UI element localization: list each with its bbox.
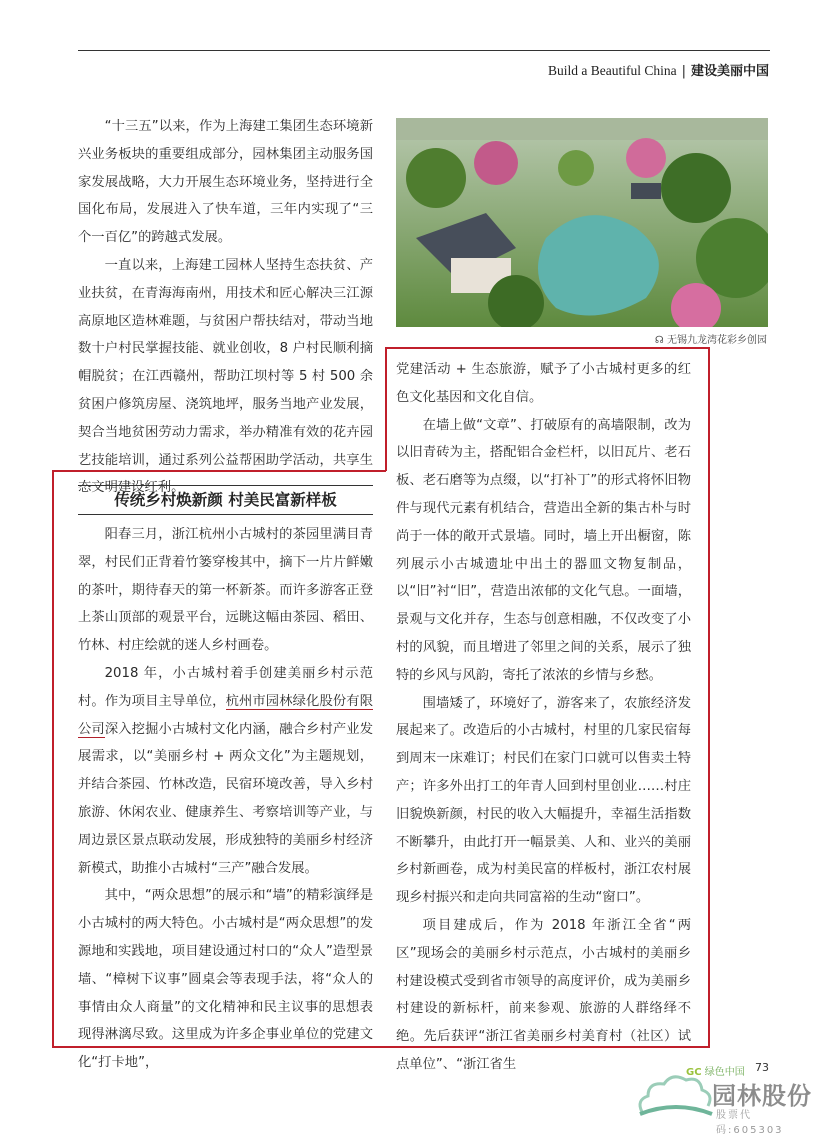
paragraph: 其中，“两众思想”的展示和“墙”的精彩演绎是小古城村的两大特色。小古城村是“两众思想”的发源地和实践地，项目建设通过村口的“众人”造型景墙、“樟树下议事”圆桌会等表现手法，将“众人的事情由众人商量”的文化精神和民主议事的思想表现得淋漓尽致。这里成为许多企事业单位的党建文化“打卡地”， xyxy=(78,888,373,1071)
header-english: Build a Beautiful China xyxy=(547,63,677,78)
page-number: 73 xyxy=(755,1061,769,1074)
section-left-column xyxy=(78,521,373,1077)
paragraph-continuation: 党建活动 + 生态旅游，赋予了小古城村更多的红色文化基因和文化自信。 xyxy=(396,362,691,405)
paragraph: 在墙上做“文章”、打破原有的高墙限制，改为以旧青砖为主，搭配铝合金栏杆，以旧瓦片、老石板、老石磨等为点缀，以“打补丁”的形式将怀旧物件与现代元素有机结合，营造出全新的集古朴与时尚于一体的敞开式景墙。同时，墙上开出橱窗，陈列展示小古城遗址中出土的器皿文物复制品，以“旧”衬“旧”，营造出浓郁的文化气息。一面墙，景观与文化并存，生态与创意相融，不仅改变了小村的风貌，而且增进了邻里之间的关系，展示了独特的乡风与风韵，寄托了浓浓的乡情与乡愁。 xyxy=(396,417,691,683)
paragraph: 项目建成后，作为 2018 年浙江全省“两区”现场会的美丽乡村示范点，小古城村的美丽乡村建设模式受到省市领导的高度评价，成为美丽乡村建设的新标杆，前来参观、旅游的人群络绎不绝。先后获评“浙江省美丽乡村美育村（社区）试点单位”、“浙江省生 xyxy=(396,917,691,1072)
frame-border xyxy=(708,347,710,1047)
paragraph: 阳春三月，浙江杭州小古城村的茶园里满目青翠，村民们正背着竹篓穿梭其中，摘下一片片鲜嫩的茶叶，期待春天的第一杯新茶。而许多游客正登上茶山顶部的观景平台，远眺这幅由茶园、稻田、竹林、村庄绘就的迷人乡村画卷。 xyxy=(78,527,373,654)
frame-border xyxy=(52,470,54,1047)
photo-caption xyxy=(655,331,767,346)
paragraph xyxy=(78,660,373,882)
camera-icon: ☊ xyxy=(654,335,664,346)
section-heading: 传统乡村焕新颜 村美民富新样板 xyxy=(78,485,373,515)
watermark-stock-code: 股票代码:605303 xyxy=(716,1110,784,1136)
watermark-logo xyxy=(636,1070,816,1136)
cloud-icon xyxy=(636,1070,716,1120)
header-chinese: 建设美丽中国 xyxy=(690,64,769,79)
section-right-column xyxy=(396,356,691,1079)
caption-text: 无锡九龙湾花彩乡创园 xyxy=(667,335,767,346)
frame-border xyxy=(385,347,709,349)
paragraph: 一直以来，上海建工园林人坚持生态扶贫、产业扶贫，在青海海南州，用技术和匠心解决三江源高原地区造林难题，与贫困户帮扶结对，带动当地数十户村民掌握技能、就业创收，8 户村民顺利摘帽脱贫；在江西赣州，帮助江坝村等 5 村 500 余贫困户修筑房屋、浇筑地坪，服务当地产业发展，契合当地贫困劳动力需求，举办精准有效的花卉园艺技能培训，通过系列公益帮困助学活动，共享生态文明建设红利。 xyxy=(78,257,373,496)
running-header xyxy=(548,60,769,79)
paragraph: “十三五”以来，作为上海建工集团生态环境新兴业务板块的重要组成部分，园林集团主动服务国家发展战略，大力开展生态环境业务，坚持进行全国化布局，发展进入了快车道，三年内实现了“三个一百亿”的跨越式发展。 xyxy=(78,119,373,246)
gc-logo-icon: GC xyxy=(686,1067,702,1078)
company-name-highlight: 杭州市园林绿化股份有限公司 xyxy=(78,693,374,737)
header-rule xyxy=(78,50,770,51)
text: 2018 年，小古城村着手创建美丽乡村示范村。作为项目主导单位， xyxy=(78,665,373,709)
intro-column xyxy=(78,113,373,502)
paragraph: 围墙矮了，环境好了，游客来了，农旅经济发展起来了。改造后的小古城村，村里的几家民宿每到周末一床难订；村民们在家门口就可以售卖土特产；许多外出打工的年青人回到村里创业……村庄旧貌焕新颜，村民的收入大幅提升，幸福生活指数不断攀升，由此打开一幅景美、人和、业兴的美丽乡村新画卷，成为村美民富的样板村，浙江农村展现乡村振兴和走向共同富裕的生动“窗口”。 xyxy=(396,695,691,906)
frame-border xyxy=(385,347,387,471)
header-separator: | xyxy=(681,64,686,79)
frame-border xyxy=(52,470,386,472)
watermark-name: 园林股份 xyxy=(712,1082,812,1110)
text: 深入挖掘小古城村文化内涵，融合乡村产业发展需求，以“美丽乡村 + 两众文化”为主题规划，并结合茶园、竹林改造，民宿环境改善，导入乡村旅游、休闲农业、健康养生、考察培训等产业，与周边景区景点联动发展，形成独特的美丽乡村经济新模式，助推小古城村“三产”融合发展。 xyxy=(78,721,374,876)
brand-name: 绿色中国 xyxy=(704,1067,745,1078)
garden-aerial-photo xyxy=(396,118,768,327)
